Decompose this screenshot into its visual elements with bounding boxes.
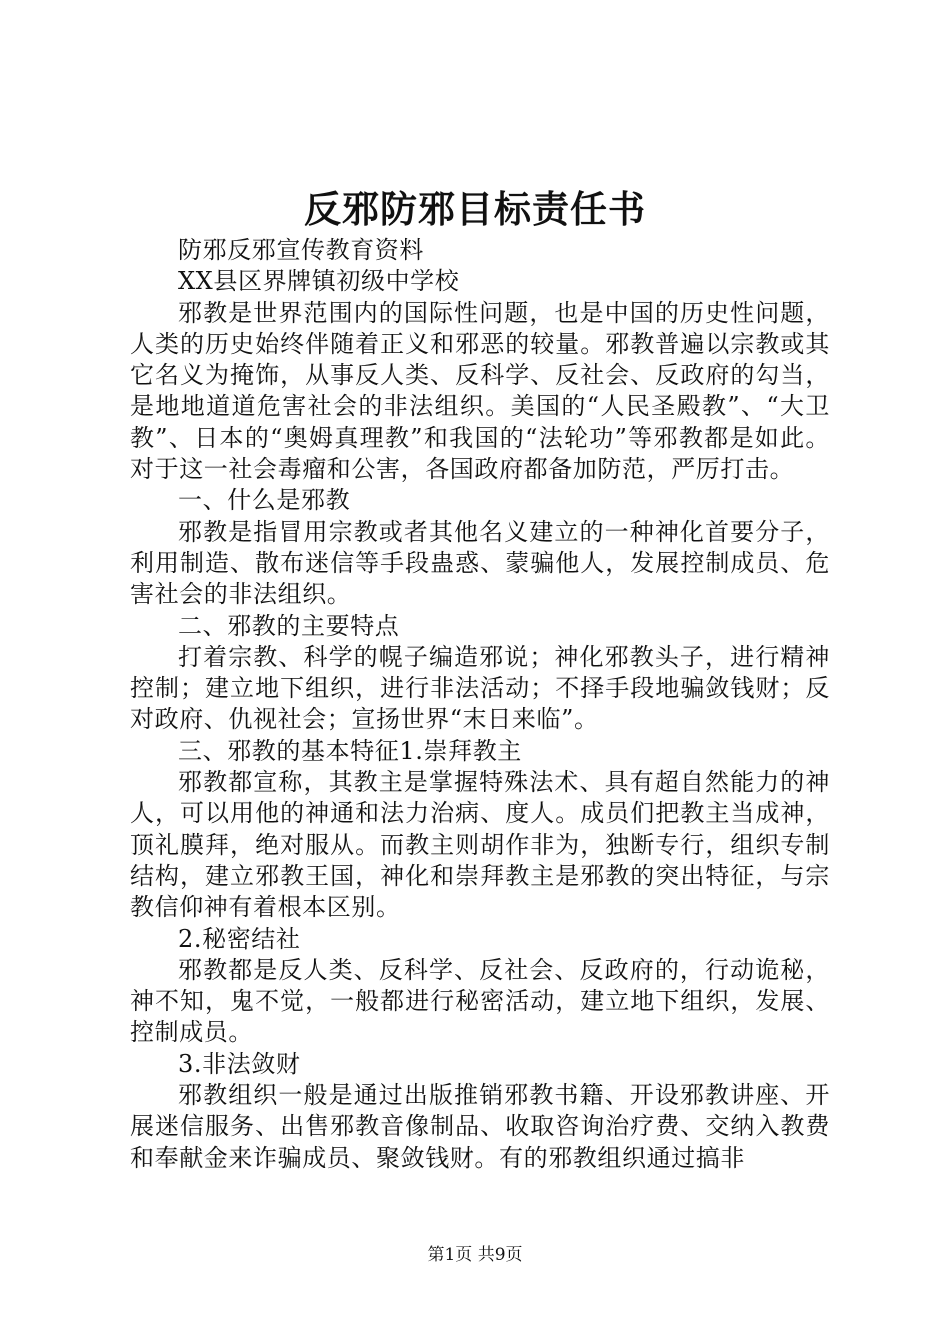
paragraph-illegal-money: 邪教组织一般是通过出版推销邪教书籍、开设邪教讲座、开展迷信服务、出售邪教音像制品、收取咨询治疗费、交纳入教费和奉献金来诈骗成员、聚敛钱财。有的邪教组织通过搞非 [130,1081,830,1172]
section-heading-2: 二、邪教的主要特点 [178,611,400,640]
subheading-illegal-money: 3.非法敛财 [178,1049,301,1078]
section-heading-1: 一、什么是邪教 [178,486,351,515]
paragraph-definition: 邪教是指冒用宗教或者其他名义建立的一种神化首要分子，利用制造、散布迷信等手段蛊惑、蒙骗他人，发展控制成员、危害社会的非法组织。 [130,517,830,609]
document-title: 反邪防邪目标责任书 [304,187,646,231]
paragraph-leader-worship: 邪教都宣称，其教主是掌握特殊法术、具有超自然能力的神人，可以用他的神通和法力治病、度人。成员们把教主当成神，顶礼膜拜，绝对服从。而教主则胡作非为，独断专行，组织专制结构，建立邪教王国，神化和崇拜教主是邪教的突出特征，与宗教信仰神有着根本区别。 [130,768,830,922]
paragraph-secret-society: 邪教都是反人类、反科学、反社会、反政府的，行动诡秘，神不知，鬼不觉，一般都进行秘密活动，建立地下组织，发展、控制成员。 [130,955,830,1047]
document-body [130,235,830,1174]
subheading-secret-society: 2.秘密结社 [178,924,301,953]
section-heading-3: 三、邪教的基本特征1.崇拜教主 [178,736,522,765]
paragraph-characteristics: 打着宗教、科学的幌子编造邪说；神化邪教头子，进行精神控制；建立地下组织，进行非法活动；不择手段地骗敛钱财；反对政府、仇视社会；宣扬世界“末日来临”。 [130,642,830,734]
paragraph-school: XX县区界牌镇初级中学校 [178,267,460,296]
page-number: 第1页 共9页 [427,1245,523,1265]
paragraph-intro: 邪教是世界范围内的国际性问题，也是中国的历史性问题，人类的历史始终伴随着正义和邪恶的较量。邪教普遍以宗教或其它名义为掩饰，从事反人类、反科学、反社会、反政府的勾当，是地地道道危害社会的非法组织。美国的“人民圣殿教”、“大卫教”、日本的“奥姆真理教”和我国的“法轮功”等邪教都是如此。对于这一社会毒瘤和公害，各国政府都备加防范，严厉打击。 [130,298,830,484]
paragraph-subtitle: 防邪反邪宣传教育资料 [178,236,424,264]
